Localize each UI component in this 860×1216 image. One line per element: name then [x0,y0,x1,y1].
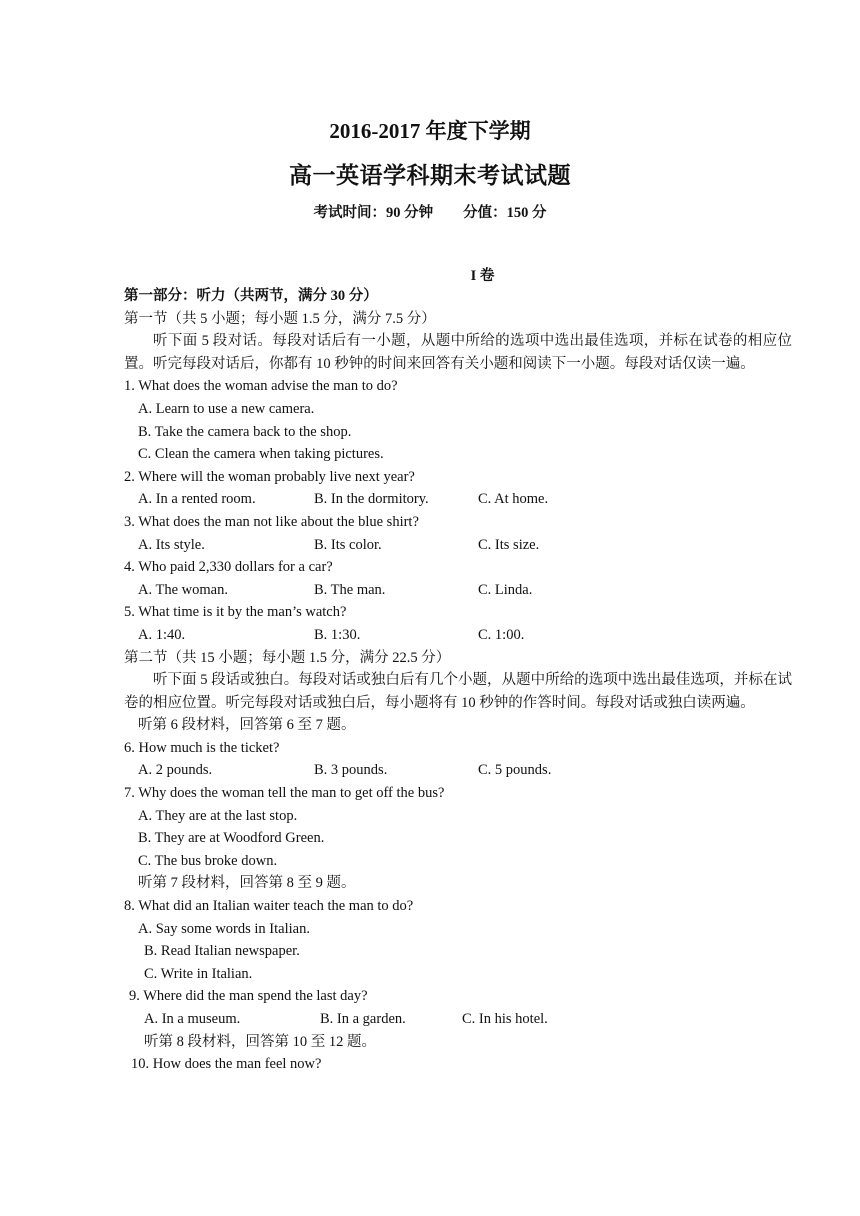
option-b: B. In a garden. [320,1011,406,1027]
option-row [124,624,792,647]
option-c: C. Its size. [478,536,540,553]
exam-score: 分值：150 分 [463,205,547,221]
option-b: B. 1:30. [314,626,361,643]
question-stem: 6. How much is the ticket? [124,739,280,756]
term-title: 2016-2017 年度下学期 [329,119,531,143]
material-note: 听第 6 段材料，回答第 6 至 7 题。 [138,717,356,734]
exam-info [0,201,860,222]
option-c: C. 5 pounds. [478,762,552,779]
question-stem: 3. What does the man not like about the blue shirt? [124,513,419,530]
option-a: A. 1:40. [138,626,186,643]
question-stem: 1. What does the woman advise the man to do? [124,378,398,395]
volume-label: I 卷 [470,268,495,284]
option-b: B. Take the camera back to the shop. [138,423,352,440]
section2-instructions: 听下面 5 段话或独白。每段对话或独白后有几个小题，从题中所给的选项中选出最佳选项，并标在试卷的相应位置。听完每段对话或独白后，每小题将有 10 秒钟的作答时间。每段对话或独白读两遍。 [124,672,792,711]
exam-title: 高一英语学科期末考试试题 [289,163,571,188]
section1-heading: 第一节（共 5 小题；每小题 1.5 分，满分 7.5 分） [124,310,436,327]
question-stem: 10. How does the man feel now? [131,1056,322,1073]
option-a: A. The woman. [138,581,228,598]
option-a: A. They are at the last stop. [138,807,298,824]
option-c: C. The bus broke down. [138,852,278,869]
option-c: C. In his hotel. [462,1011,548,1027]
option-a: A. In a rented room. [138,491,256,508]
option-a: A. Learn to use a new camera. [138,400,315,417]
material-note: 听第 7 段材料，回答第 8 至 9 题。 [138,875,356,892]
option-c: C. Linda. [478,581,533,598]
option-b: B. 3 pounds. [314,762,388,779]
option-row [124,1008,792,1031]
question-stem: 4. Who paid 2,330 dollars for a car? [124,559,333,576]
option-c: C. 1:00. [478,626,525,643]
question-stem: 2. Where will the woman probably live next year? [124,468,415,485]
option-b: B. In the dormitory. [314,491,429,508]
part1-heading: 第一部分：听力（共两节，满分 30 分） [124,288,378,304]
option-row [124,488,792,511]
question-stem: 7. Why does the woman tell the man to get off the bus? [124,785,445,802]
option-row [124,534,792,557]
option-a: A. In a museum. [144,1011,241,1027]
exam-body [124,285,792,1076]
option-row [124,579,792,602]
option-a: A. Its style. [138,536,205,553]
option-c: C. Write in Italian. [144,965,253,982]
question-stem: 5. What time is it by the man’s watch? [124,604,347,621]
exam-time: 考试时间：90 分钟 [313,205,434,221]
section2-heading: 第二节（共 15 小题；每小题 1.5 分，满分 22.5 分） [124,649,451,666]
option-b: B. Read Italian newspaper. [144,943,300,960]
option-row [124,759,792,782]
option-c: C. Clean the camera when taking pictures. [138,446,384,463]
option-c: C. At home. [478,491,549,508]
option-b: B. They are at Woodford Green. [138,830,325,847]
option-b: B. Its color. [314,536,382,553]
section1-instructions: 听下面 5 段对话。每段对话后有一小题，从题中所给的选项中选出最佳选项，并标在试卷的相应位置。听完每段对话后，你都有 10 秒钟的时间来回答有关小题和阅读下一小题。每段对话仅读一遍。 [124,333,792,372]
option-a: A. Say some words in Italian. [138,920,310,937]
option-a: A. 2 pounds. [138,762,213,779]
question-stem: 9. Where did the man spend the last day? [129,988,368,1005]
material-note: 听第 8 段材料，回答第 10 至 12 题。 [144,1033,376,1050]
question-stem: 8. What did an Italian waiter teach the man to do? [124,898,414,915]
option-b: B. The man. [314,581,386,598]
